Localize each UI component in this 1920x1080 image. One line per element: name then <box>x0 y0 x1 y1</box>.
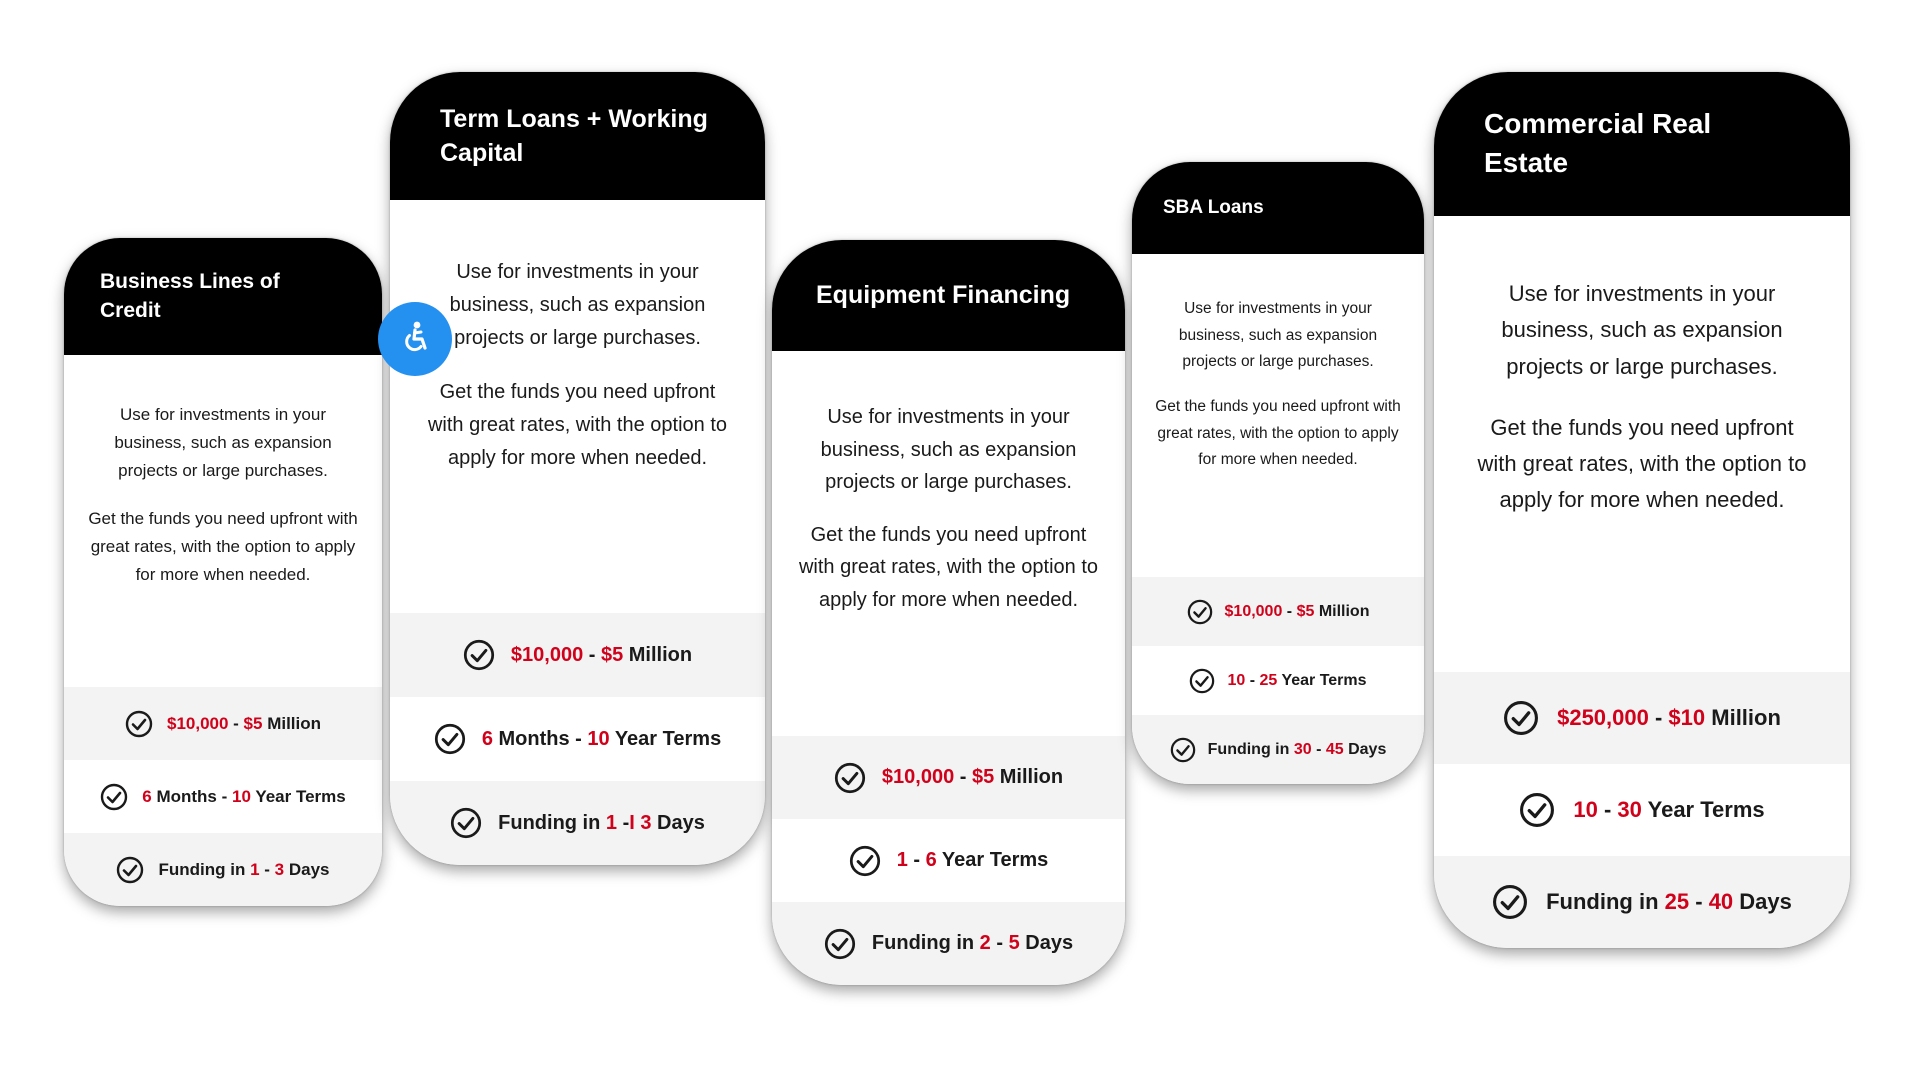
feature-sep: - <box>617 811 630 834</box>
feature-value: I 3 <box>629 811 652 834</box>
feature-value: 10 <box>231 786 251 806</box>
description-use: Use for investments in your business, such as expansion projects or large purchases. <box>820 406 1077 494</box>
feature-funding <box>1132 715 1424 784</box>
feature-unit: Million <box>623 643 693 666</box>
feature-terms <box>1434 764 1850 856</box>
feature-value: 6 <box>142 786 152 806</box>
description-funds: Get the funds you need upfront with great rates, with the option to apply for more when needed. <box>88 509 358 585</box>
feature-value: 1 <box>605 811 618 834</box>
feature-value: $10,000 <box>510 643 584 666</box>
feature-sep: Months - <box>151 786 232 806</box>
feature-unit: Year Terms <box>1641 797 1765 822</box>
card-header <box>772 240 1125 351</box>
feature-value: $5 <box>971 766 995 788</box>
feature-sep: - <box>1648 705 1669 730</box>
card-description <box>772 351 1125 736</box>
feature-terms <box>772 819 1125 902</box>
check-circle-icon <box>1492 884 1528 920</box>
check-circle-icon <box>100 783 128 811</box>
feature-sep: - <box>990 932 1009 954</box>
feature-unit: Year Terms <box>1277 671 1367 689</box>
feature-sep: - <box>954 766 972 788</box>
feature-label: Funding in <box>1207 740 1294 758</box>
feature-text <box>167 714 321 734</box>
feature-text <box>498 812 705 835</box>
check-circle-icon <box>834 762 866 794</box>
check-circle-icon <box>125 710 153 738</box>
feature-value: 1 <box>250 859 260 879</box>
feature-value: $5 <box>243 713 263 733</box>
feature-list <box>1434 672 1850 948</box>
feature-unit: Million <box>262 713 322 733</box>
feature-funding <box>1434 856 1850 948</box>
check-circle-icon <box>434 723 466 755</box>
accessibility-button[interactable] <box>378 302 452 376</box>
card-sba-loans <box>1132 162 1424 784</box>
feature-sep: - <box>228 713 244 733</box>
feature-label: Funding in <box>871 932 980 954</box>
feature-unit: Million <box>994 766 1064 788</box>
feature-value: 3 <box>274 859 285 879</box>
card-description <box>1132 254 1424 577</box>
card-title: SBA Loans <box>1163 196 1264 218</box>
feature-amount <box>1132 577 1424 646</box>
feature-value: 5 <box>1008 932 1020 954</box>
feature-sep: - <box>1311 740 1326 758</box>
card-header <box>64 238 382 355</box>
description-use: Use for investments in your business, such as expansion projects or large purchases. <box>1178 300 1378 371</box>
card-header <box>1434 72 1850 216</box>
feature-amount <box>772 736 1125 819</box>
feature-value: $10,000 <box>166 713 229 733</box>
card-title: Commercial Real Estate <box>1484 108 1712 178</box>
feature-terms <box>64 760 382 833</box>
feature-value: $5 <box>600 643 624 666</box>
card-title: Term Loans + Working Capital <box>440 104 708 167</box>
card-description <box>1434 216 1850 672</box>
description-funds: Get the funds you need upfront with great rates, with the option to apply for more when needed. <box>427 381 728 469</box>
description-use: Use for investments in your business, such as expansion projects or large purchases. <box>449 261 706 349</box>
feature-sep: - <box>1245 671 1260 689</box>
feature-value: 30 <box>1293 740 1312 758</box>
feature-text <box>1573 797 1764 823</box>
check-circle-icon <box>1519 792 1555 828</box>
check-circle-icon <box>849 845 881 877</box>
feature-value: 40 <box>1708 889 1734 914</box>
card-title: Equipment Financing <box>816 281 1071 310</box>
feature-value: $5 <box>1296 602 1315 620</box>
check-circle-icon <box>1170 737 1196 763</box>
card-term-loans-working-capital <box>390 72 765 865</box>
feature-funding <box>64 833 382 906</box>
feature-sep: - <box>1597 797 1618 822</box>
feature-unit: Year Terms <box>936 849 1049 871</box>
feature-text <box>882 766 1063 789</box>
card-header <box>1132 162 1424 254</box>
check-circle-icon <box>463 639 495 671</box>
feature-label: Funding in <box>158 859 251 879</box>
feature-value: 2 <box>979 932 991 954</box>
feature-unit: Days <box>284 859 330 879</box>
feature-text <box>1557 705 1781 731</box>
check-circle-icon <box>1503 700 1539 736</box>
feature-sep: - <box>907 849 926 871</box>
accessibility-icon <box>397 319 433 360</box>
check-circle-icon <box>450 807 482 839</box>
feature-unit: Million <box>1705 705 1781 730</box>
feature-value: 6 <box>925 849 937 871</box>
feature-value: 25 <box>1259 671 1278 689</box>
feature-value: 1 <box>896 849 908 871</box>
feature-list <box>390 613 765 865</box>
description-funds: Get the funds you need upfront with great rates, with the option to apply for more when needed. <box>798 523 1099 611</box>
card-description <box>64 355 382 687</box>
feature-text <box>158 860 329 880</box>
feature-amount <box>1434 672 1850 764</box>
feature-value: 6 <box>481 727 493 750</box>
description-use: Use for investments in your business, such as expansion projects or large purchases. <box>114 405 332 481</box>
feature-list <box>1132 577 1424 784</box>
feature-unit: Days <box>1733 889 1792 914</box>
feature-text <box>511 644 692 667</box>
feature-value: 25 <box>1664 889 1690 914</box>
feature-sep: - <box>1689 889 1709 914</box>
feature-text <box>897 849 1049 872</box>
feature-text <box>482 728 721 751</box>
feature-unit: Days <box>651 811 705 834</box>
card-description <box>390 200 765 613</box>
feature-sep: Months - <box>492 727 588 750</box>
feature-value: 10 <box>1227 671 1246 689</box>
card-business-lines-of-credit <box>64 238 382 906</box>
check-circle-icon <box>1189 668 1215 694</box>
feature-value: $10,000 <box>1224 602 1283 620</box>
feature-terms <box>390 697 765 781</box>
feature-value: $10 <box>1668 705 1706 730</box>
feature-amount <box>390 613 765 697</box>
feature-label: Funding in <box>1546 889 1665 914</box>
feature-text <box>872 932 1073 955</box>
feature-text <box>1208 741 1387 759</box>
feature-value: $250,000 <box>1557 705 1649 730</box>
feature-text <box>142 787 345 807</box>
card-header <box>390 72 765 200</box>
description-use: Use for investments in your business, such as expansion projects or large purchases. <box>1501 281 1783 379</box>
card-equipment-financing <box>772 240 1125 985</box>
feature-unit: Year Terms <box>609 727 722 750</box>
card-commercial-real-estate <box>1434 72 1850 948</box>
feature-text <box>1227 672 1366 690</box>
feature-unit: Days <box>1019 932 1074 954</box>
feature-text <box>1225 603 1370 621</box>
feature-sep: - <box>583 643 601 666</box>
feature-label: Funding in <box>498 811 606 834</box>
feature-unit: Year Terms <box>250 786 346 806</box>
feature-value: 10 <box>587 727 610 750</box>
feature-list <box>64 687 382 906</box>
description-funds: Get the funds you need upfront with great rates, with the option to apply for more when needed. <box>1155 397 1401 469</box>
feature-funding <box>772 902 1125 985</box>
check-circle-icon <box>1187 599 1213 625</box>
feature-value: 45 <box>1325 740 1344 758</box>
check-circle-icon <box>116 856 144 884</box>
card-title: Business Lines of Credit <box>100 269 280 322</box>
feature-unit: Days <box>1343 740 1387 758</box>
feature-value: 10 <box>1573 797 1598 822</box>
description-funds: Get the funds you need upfront with great rates, with the option to apply for more when needed. <box>1477 414 1807 513</box>
feature-list <box>772 736 1125 985</box>
feature-funding <box>390 781 765 865</box>
check-circle-icon <box>824 928 856 960</box>
feature-amount <box>64 687 382 760</box>
feature-value: 30 <box>1617 797 1642 822</box>
feature-text <box>1546 889 1792 915</box>
feature-unit: Million <box>1314 602 1370 620</box>
feature-terms <box>1132 646 1424 715</box>
feature-sep: - <box>259 859 275 879</box>
feature-value: $10,000 <box>881 766 955 788</box>
feature-sep: - <box>1282 602 1297 620</box>
